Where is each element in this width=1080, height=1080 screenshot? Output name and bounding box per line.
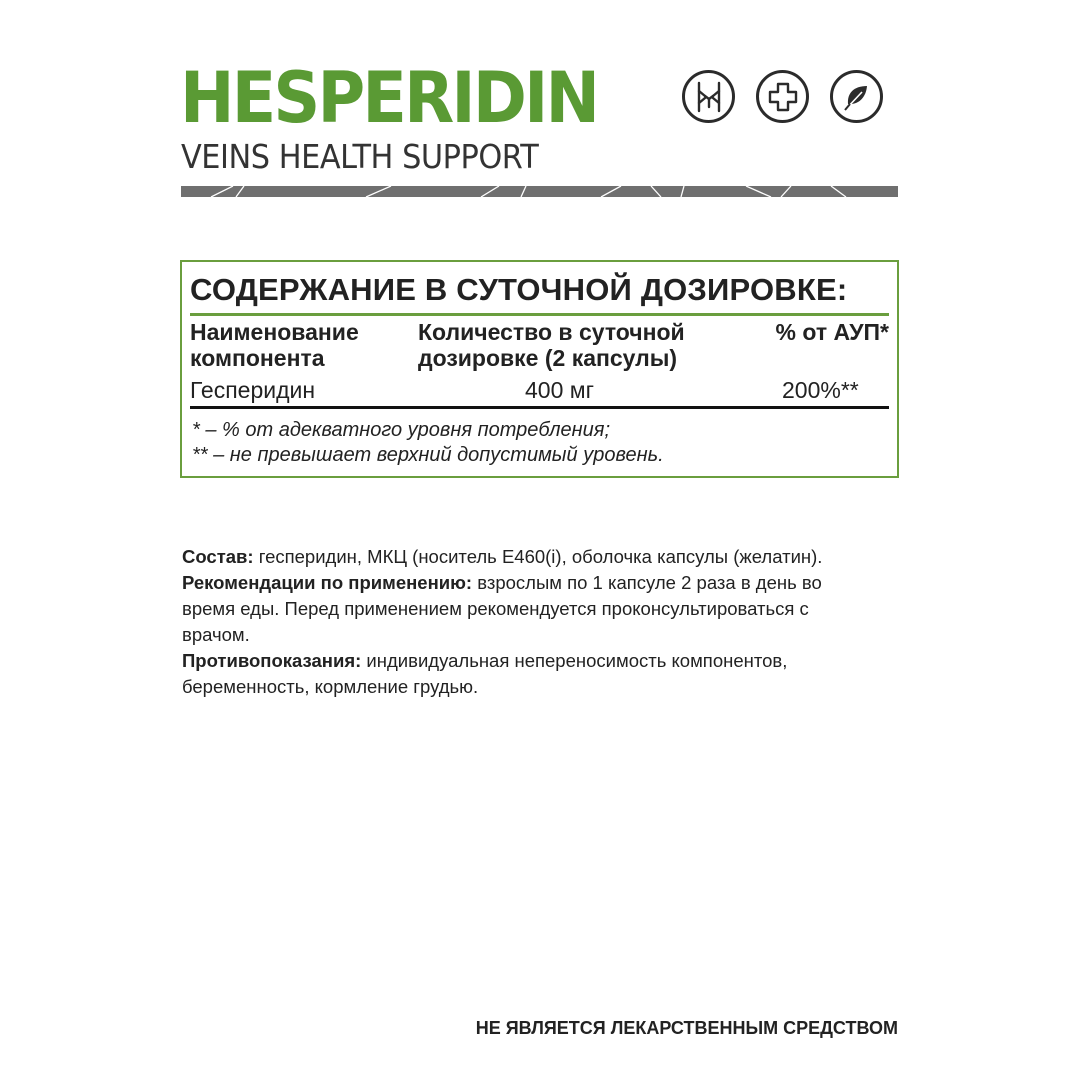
usage-label: Рекомендации по применению: — [182, 572, 473, 593]
composition-paragraph — [182, 544, 902, 570]
usage-text: взрослым по 1 капсуле 2 раза в день во время еды. Перед применением рекомендуется проконсультироваться с врачом. — [182, 572, 822, 645]
product-subtitle: VEINS HEALTH SUPPORT — [181, 137, 539, 176]
veins-icon — [682, 70, 735, 123]
contraindications-text: индивидуальная непереносимость компонентов, беременность, кормление грудью. — [182, 650, 788, 697]
dosage-title: СОДЕРЖАНИЕ В СУТОЧНОЙ ДОЗИРОВКЕ: — [190, 272, 848, 307]
component-column-header — [190, 319, 390, 371]
medical-cross-icon — [756, 70, 809, 123]
amount-cell: 400 мг — [525, 377, 594, 403]
component-cell: Гесперидин — [190, 377, 316, 403]
footnote-1: * – % от адекватного уровня потребления; — [192, 419, 610, 441]
composition-text: гесперидин, МКЦ (носитель E460(i), оболочка капсулы (желатин). — [253, 546, 823, 567]
percent-cell: 200%** — [782, 377, 859, 403]
decorative-stripe — [181, 186, 898, 197]
contraindications-paragraph — [182, 648, 847, 700]
dosage-panel — [180, 260, 899, 478]
footnote-2: ** – не превышает верхний допустимый уровень. — [192, 444, 664, 466]
amount-column-header — [418, 319, 718, 371]
component-header-text: Наименование компонента — [190, 319, 359, 371]
disclaimer: НЕ ЯВЛЯЕТСЯ ЛЕКАРСТВЕННЫМ СРЕДСТВОМ — [475, 1018, 898, 1038]
usage-paragraph — [182, 570, 872, 648]
product-title: HESPERIDIN — [180, 57, 598, 139]
table-divider — [190, 406, 889, 409]
composition-label: Состав: — [182, 546, 254, 567]
leaf-icon — [830, 70, 883, 123]
percent-column-header: % от АУП* — [775, 319, 889, 345]
amount-header-text: Количество в суточной дозировке (2 капсулы) — [418, 319, 685, 371]
product-info — [182, 544, 902, 700]
title-divider — [190, 313, 889, 316]
feature-icons — [682, 70, 883, 123]
contraindications-label: Противопоказания: — [182, 650, 362, 671]
